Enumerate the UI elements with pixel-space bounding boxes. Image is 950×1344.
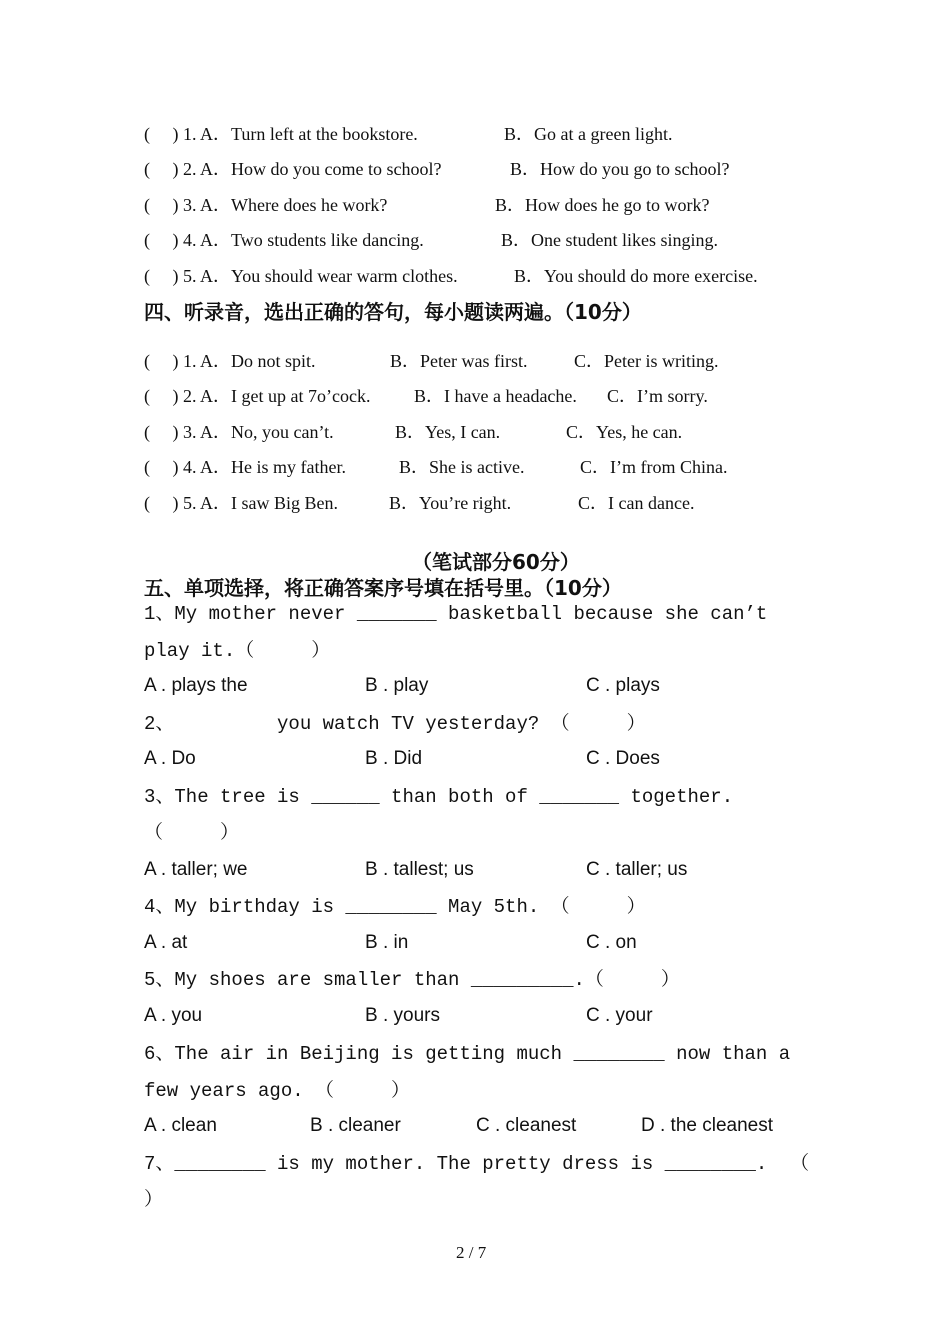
q4-option-a: A . at <box>144 932 188 953</box>
q1-option-a: A . plays the <box>144 675 248 696</box>
q1-line1: 1、My mother never _______ basketball because she can’t <box>144 603 768 625</box>
q2-option-a: A . Do <box>144 748 196 769</box>
written-part-heading: （笔试部分60分） <box>412 550 580 574</box>
q4-line1: 4、My birthday is ________ May 5th. （ ） <box>144 896 646 918</box>
section4-title: 四、听录音，选出正确的答句，每小题读两遍。（10分） <box>144 300 642 324</box>
s4-row1-a: ( ) 1. A．Do not spit. <box>144 351 316 371</box>
s3-row4-b: B．One student likes singing. <box>501 230 718 250</box>
q2-line1: 2、 you watch TV yesterday? （ ） <box>144 713 646 735</box>
s4-row1-b: B．Peter was first. <box>390 351 528 371</box>
page-number: 2 / 7 <box>456 1243 487 1262</box>
q2-option-b: B . Did <box>365 748 423 769</box>
q7-line2: ） <box>144 1189 164 1211</box>
q3-option-a: A . taller; we <box>144 859 248 880</box>
q3-line2: （ ） <box>144 822 240 844</box>
s4-row3-c: C．Yes, he can. <box>566 422 683 442</box>
s3-row3-a: ( ) 3. A．Where does he work? <box>144 195 388 215</box>
q1-option-c: C . plays <box>586 675 660 696</box>
q5-option-b: B . yours <box>365 1005 440 1026</box>
q5-option-a: A . you <box>144 1005 203 1026</box>
s3-row2-a: ( ) 2. A．How do you come to school? <box>144 159 442 179</box>
s3-row2-b: B．How do you go to school? <box>510 159 730 179</box>
q3-option-b: B . tallest; us <box>365 859 474 880</box>
s4-row5-c: C．I can dance. <box>578 493 695 513</box>
q6-option-a: A . clean <box>144 1115 217 1136</box>
q4-option-c: C . on <box>586 932 637 953</box>
s4-row2-b: B．I have a headache. <box>414 386 577 406</box>
s4-row4-c: C．I’m from China. <box>580 457 728 477</box>
s4-row5-b: B．You’re right. <box>389 493 512 513</box>
q6-option-c: C . cleanest <box>476 1115 577 1136</box>
q2-option-c: C . Does <box>586 748 660 769</box>
s4-row3-b: B．Yes, I can. <box>395 422 501 442</box>
s3-row4-a: ( ) 4. A．Two students like dancing. <box>144 230 424 250</box>
s3-row5-a: ( ) 5. A．You should wear warm clothes. <box>144 266 458 286</box>
s4-row4-b: B．She is active. <box>399 457 525 477</box>
s4-row1-c: C．Peter is writing. <box>574 351 719 371</box>
s4-row5-a: ( ) 5. A．I saw Big Ben. <box>144 493 338 513</box>
s3-row3-b: B．How does he go to work? <box>495 195 710 215</box>
q3-line1: 3、The tree is ______ than both of _______ together. <box>144 786 734 808</box>
q6-line2: few years ago. （ ） <box>144 1080 411 1102</box>
q1-option-b: B . play <box>365 675 429 696</box>
s3-row5-b: B．You should do more exercise. <box>514 266 758 286</box>
q6-line1: 6、The air in Beijing is getting much ________ now than a <box>144 1043 791 1065</box>
q6-option-d: D . the cleanest <box>641 1115 774 1136</box>
section5-title: 五、单项选择，将正确答案序号填在括号里。（10分） <box>144 576 622 600</box>
q5-option-c: C . your <box>586 1005 653 1026</box>
s4-row3-a: ( ) 3. A．No, you can’t. <box>144 422 334 442</box>
s4-row4-a: ( ) 4. A．He is my father. <box>144 457 346 477</box>
s4-row2-c: C．I’m sorry. <box>607 386 708 406</box>
q7-line1: 7、________ is my mother. The pretty dress is ________. （ <box>144 1153 810 1175</box>
q1-line2: play it.（ ） <box>144 640 331 662</box>
s4-row2-a: ( ) 2. A．I get up at 7o’cock. <box>144 386 371 406</box>
s3-row1-b: B．Go at a green light. <box>504 124 673 144</box>
q5-line1: 5、My shoes are smaller than _________.（ ） <box>144 969 680 991</box>
q6-option-b: B . cleaner <box>310 1115 401 1136</box>
s3-row1-a: ( ) 1. A．Turn left at the bookstore. <box>144 124 418 144</box>
q3-option-c: C . taller; us <box>586 859 688 880</box>
q4-option-b: B . in <box>365 932 409 953</box>
